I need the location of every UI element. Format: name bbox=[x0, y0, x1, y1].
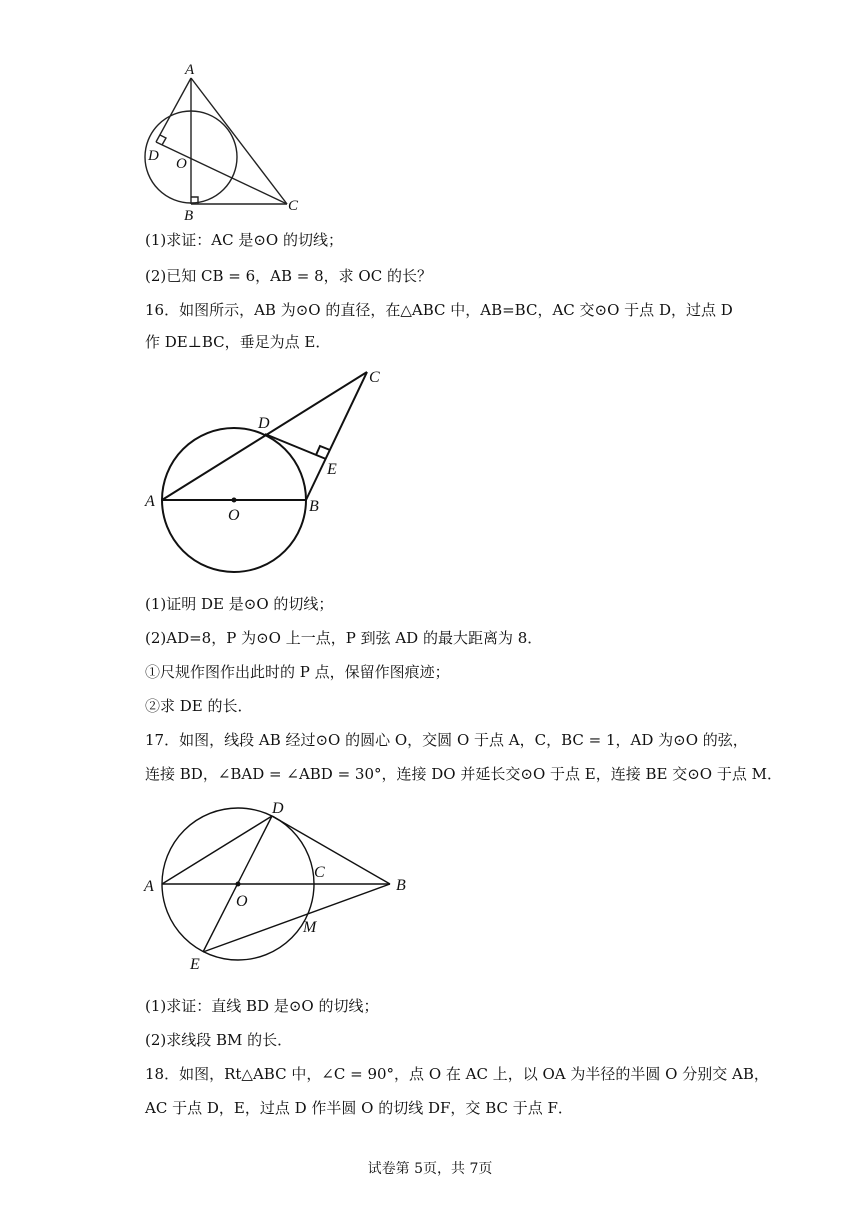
fig17-label-d: D bbox=[272, 800, 284, 817]
q17-part2: (2)求线段 BM 的长． bbox=[145, 1031, 293, 1049]
fig16-label-c: C bbox=[369, 369, 380, 386]
q17-stem-line2: 连接 BD，∠BAD = ∠ABD = 30°，连接 DO 并延长交⊙O 于点 E，连接 BE 交⊙O 于点 M． bbox=[145, 765, 782, 783]
fig16-label-a: A bbox=[145, 493, 155, 510]
figure-15 bbox=[140, 58, 310, 223]
q18-stem-line1: 18．如图，Rt△ABC 中，∠C = 90°，点 O 在 AC 上，以 OA 为半径的半圆 O 分别交 AB， bbox=[145, 1065, 769, 1083]
q16-part2: (2)AD=8，P 为⊙O 上一点，P 到弦 AD 的最大距离为 8． bbox=[145, 629, 543, 647]
fig16-label-d: D bbox=[258, 415, 270, 432]
q15-part1: (1)求证：AC 是⊙O 的切线； bbox=[145, 231, 343, 249]
page-footer: 试卷第 5页，共 7页 bbox=[367, 1161, 493, 1177]
q17-part1: (1)求证：直线 BD 是⊙O 的切线； bbox=[145, 997, 379, 1015]
fig15-label-d: D bbox=[148, 148, 159, 164]
q17-stem-line1: 17．如图，线段 AB 经过⊙O 的圆心 O，交圆 O 于点 A，C，BC = 1，AD 为⊙O 的弦， bbox=[145, 731, 748, 749]
q16-part2-sub1: ①尺规作图作出此时的 P 点，保留作图痕迹； bbox=[145, 663, 450, 681]
fig15-label-o: O bbox=[176, 156, 187, 172]
fig17-label-c: C bbox=[314, 864, 325, 881]
q15-part2: (2)已知 CB = 6，AB = 8，求 OC 的长？ bbox=[145, 267, 432, 285]
fig17-label-e: E bbox=[190, 956, 200, 973]
q18-stem-line2: AC 于点 D，E，过点 D 作半圆 O 的切线 DF，交 BC 于点 F． bbox=[145, 1099, 573, 1117]
q16-part1: (1)证明 DE 是⊙O 的切线； bbox=[145, 595, 334, 613]
fig15-label-a: A bbox=[185, 62, 195, 78]
fig15-label-b: B bbox=[184, 208, 194, 223]
fig15-label-c: C bbox=[288, 198, 299, 214]
fig17-label-m: M bbox=[303, 919, 317, 936]
fig16-label-o: O bbox=[228, 507, 240, 524]
fig16-label-b: B bbox=[309, 498, 319, 515]
q16-part2-sub2: ②求 DE 的长． bbox=[145, 697, 253, 715]
fig16-label-e: E bbox=[327, 461, 337, 478]
q16-stem-line2: 作 DE⊥BC，垂足为点 E． bbox=[145, 333, 331, 351]
figure-16 bbox=[140, 362, 400, 580]
q16-stem-line1: 16．如图所示，AB 为⊙O 的直径，在△ABC 中，AB=BC，AC 交⊙O 于点 D，过点 D bbox=[145, 301, 733, 319]
fig17-label-o: O bbox=[236, 893, 248, 910]
fig17-label-b: B bbox=[396, 877, 406, 894]
fig17-label-a: A bbox=[144, 878, 154, 895]
figure-17 bbox=[140, 796, 415, 976]
